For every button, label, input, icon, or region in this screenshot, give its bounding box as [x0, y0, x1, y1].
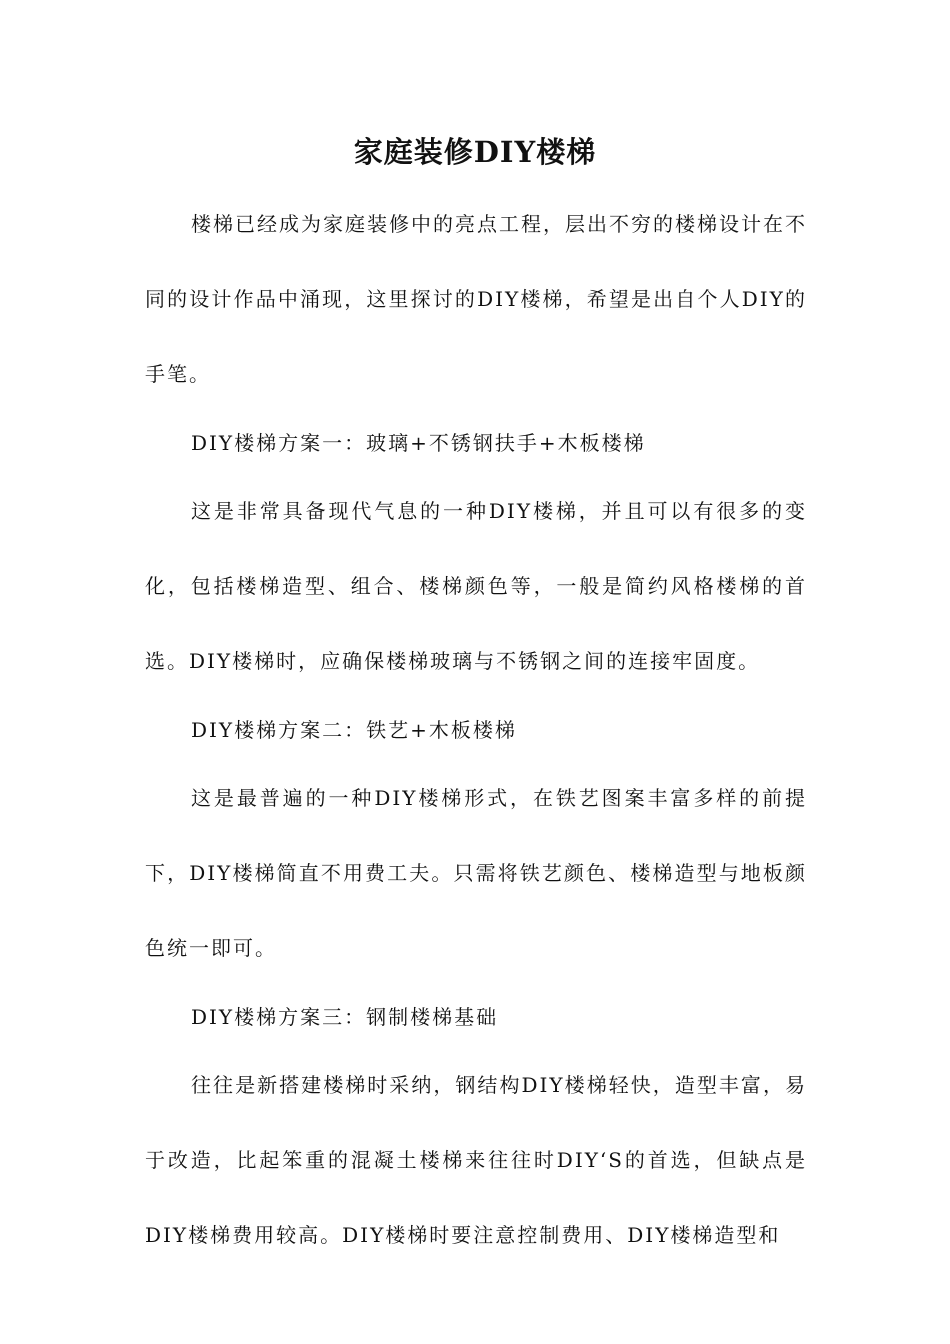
document-title: 家庭装修DIY楼梯	[353, 135, 597, 169]
section-heading-plan-3: DIY楼梯方案三：钢制楼梯基础	[191, 1005, 499, 1029]
paragraph-plan-3: 往往是新搭建楼梯时采纳，钢结构DIY楼梯轻快，造型丰富，易于改造，比起笨重的混凝土楼梯来往往时DIY‘S的首选，但缺点是DIY楼梯费用较高。DIY楼梯时要注意控制费用、DIY楼梯造型和	[145, 1073, 807, 1247]
section-heading-plan-2: DIY楼梯方案二：铁艺+木板楼梯	[191, 718, 517, 742]
paragraph-intro: 楼梯已经成为家庭装修中的亮点工程，层出不穷的楼梯设计在不同的设计作品中涌现，这里探讨的DIY楼梯，希望是出自个人DIY的手笔。	[145, 212, 807, 386]
section-heading-plan-1: DIY楼梯方案一：玻璃+不锈钢扶手+木板楼梯	[191, 431, 646, 455]
paragraph-plan-2: 这是最普遍的一种DIY楼梯形式，在铁艺图案丰富多样的前提下，DIY楼梯简直不用费工夫。只需将铁艺颜色、楼梯造型与地板颜色统一即可。	[145, 786, 807, 960]
paragraph-plan-1: 这是非常具备现代气息的一种DIY楼梯，并且可以有很多的变化，包括楼梯造型、组合、楼梯颜色等，一般是简约风格楼梯的首选。DIY楼梯时，应确保楼梯玻璃与不锈钢之间的连接牢固度。	[145, 499, 807, 673]
document-body	[145, 187, 807, 1273]
